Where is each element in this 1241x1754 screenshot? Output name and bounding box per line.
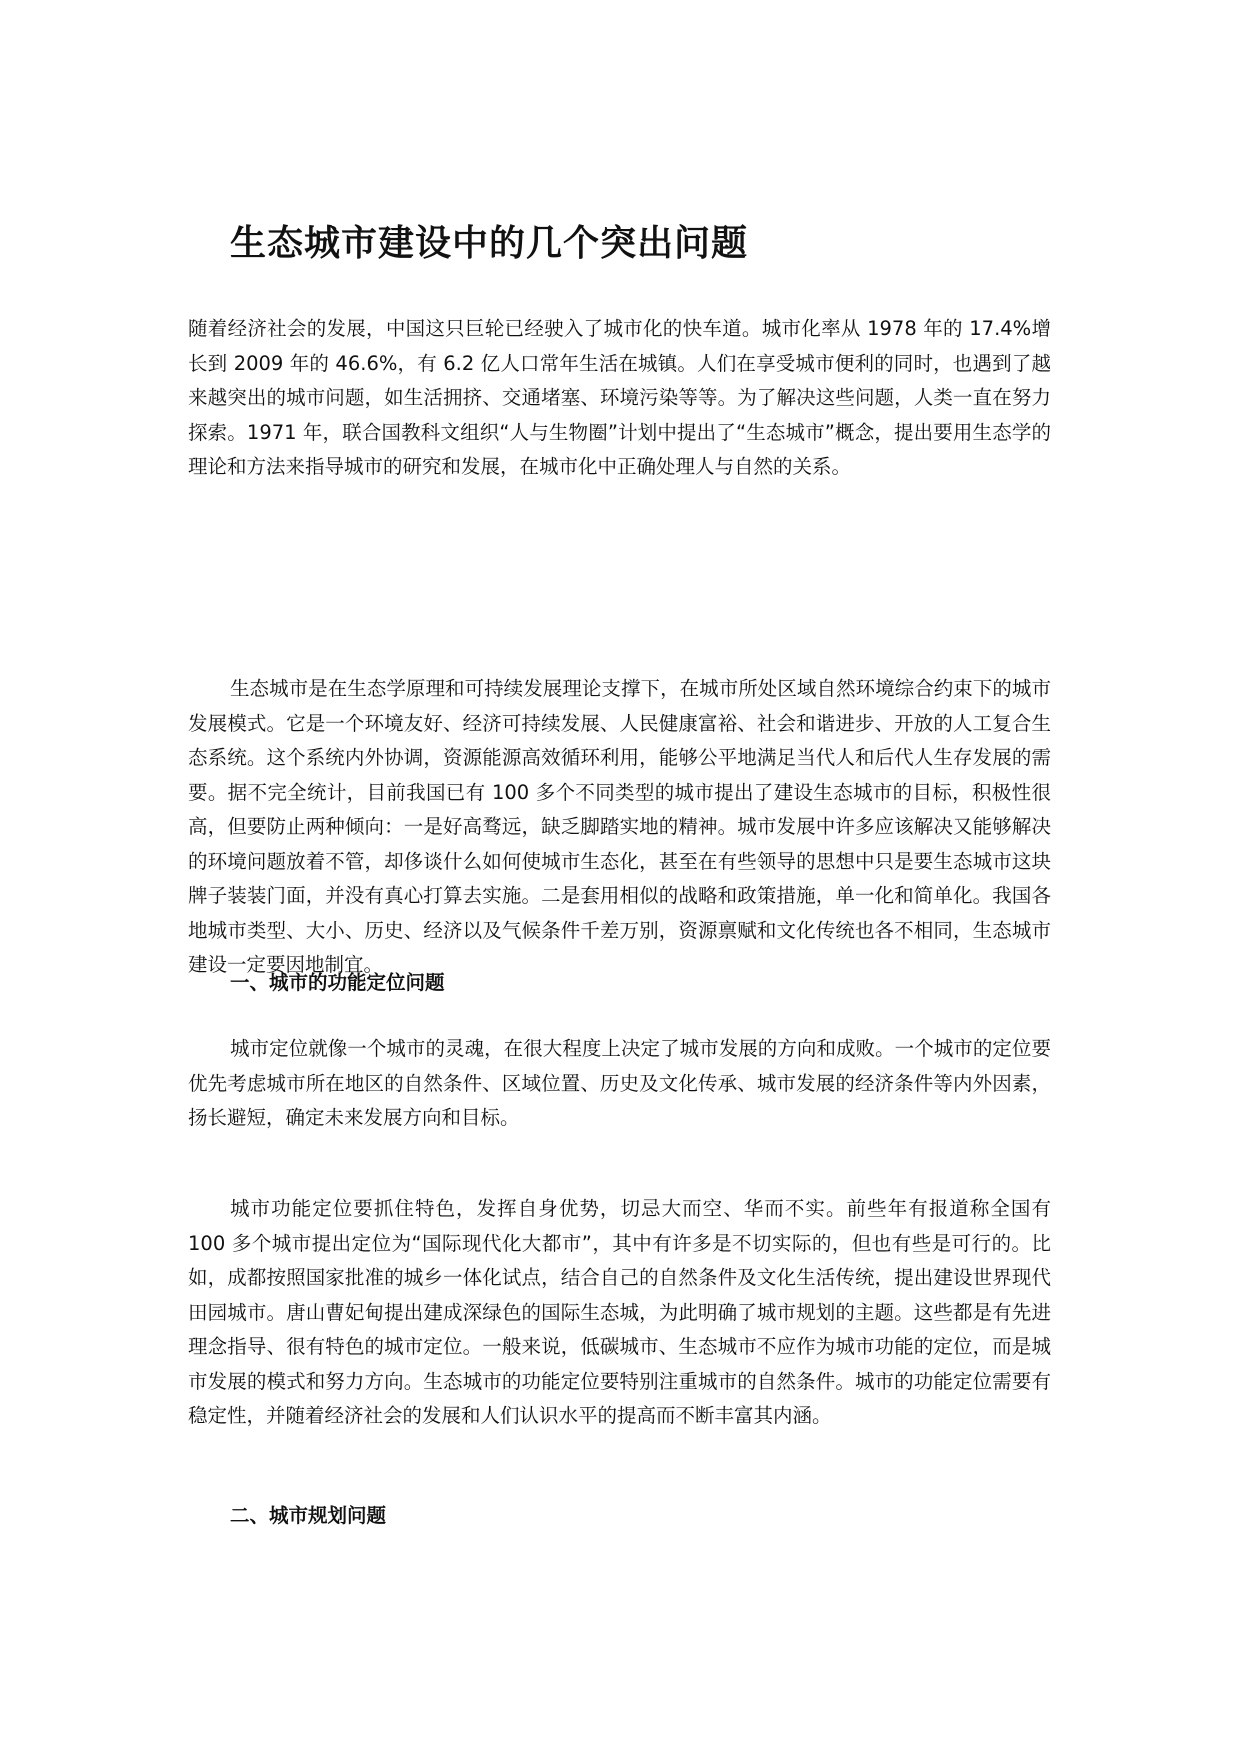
section-paragraph: 城市功能定位要抓住特色，发挥自身优势，切忌大而空、华而不实。前些年有报道称全国有 100 多个城市提出定位为“国际现代化大都市”，其中有许多是不切实际的，但也有些是可行的。比如，成都按照国家批准的城乡一体化试点，结合自己的自然条件及文化生活传统，提出建设世界现代田园城市。唐山曹妃甸提出建成深绿色的国际生态城，为此明确了城市规划的主题。这些都是有先进理念指导、很有特色的城市定位。一般来说，低碳城市、生态城市不应作为城市功能的定位，而是城市发展的模式和努力方向。生态城市的功能定位要特别注重城市的自然条件。城市的功能定位需要有稳定性，并随着经济社会的发展和人们认识水平的提高而不断丰富其内涵。 bbox=[188, 1197, 1051, 1427]
section-heading-urban-planning: 二、城市规划问题 bbox=[230, 1504, 387, 1527]
section-paragraph: 城市定位就像一个城市的灵魂，在很大程度上决定了城市发展的方向和成败。一个城市的定位要优先考虑城市所在地区的自然条件、区域位置、历史及文化传承、城市发展的经济条件等内外因素，扬长避短，确定未来发展方向和目标。 bbox=[188, 1037, 1051, 1129]
document-title: 生态城市建设中的几个突出问题 bbox=[230, 223, 749, 264]
intro-paragraph: 随着经济社会的发展，中国这只巨轮已经驶入了城市化的快车道。城市化率从 1978 年的 17.4%增长到 2009 年的 46.6%，有 6.2 亿人口常年生活在城镇。人们在享受城市便利的同时，也遇到了越来越突出的城市问题，如生活拥挤、交通堵塞、环境污染等等。为了解决这些问题，人类一直在努力探索。1971 年，联合国教科文组织“人与生物圈”计划中提出了“生态城市”概念，提出要用生态学的理论和方法来指导城市的研究和发展，在城市化中正确处理人与自然的关系。 bbox=[188, 317, 1051, 478]
body-paragraph: 生态城市是在生态学原理和可持续发展理论支撑下，在城市所处区域自然环境综合约束下的城市发展模式。它是一个环境友好、经济可持续发展、人民健康富裕、社会和谐进步、开放的人工复合生态系统。这个系统内外协调，资源能源高效循环利用，能够公平地满足当代人和后代人生存发展的需要。据不完全统计，目前我国已有 100 多个不同类型的城市提出了建设生态城市的目标，积极性很高，但要防止两种倾向：一是好高骛远，缺乏脚踏实地的精神。城市发展中许多应该解决又能够解决的环境问题放着不管，却侈谈什么如何使城市生态化，甚至在有些领导的思想中只是要生态城市这块牌子装装门面，并没有真心打算去实施。二是套用相似的战略和政策措施，单一化和简单化。我国各地城市类型、大小、历史、经济以及气候条件千差万别，资源禀赋和文化传统也各不相同，生态城市建设一定要因地制宜。 bbox=[188, 677, 1051, 976]
section-heading-function-positioning: 一、城市的功能定位问题 bbox=[230, 971, 445, 994]
